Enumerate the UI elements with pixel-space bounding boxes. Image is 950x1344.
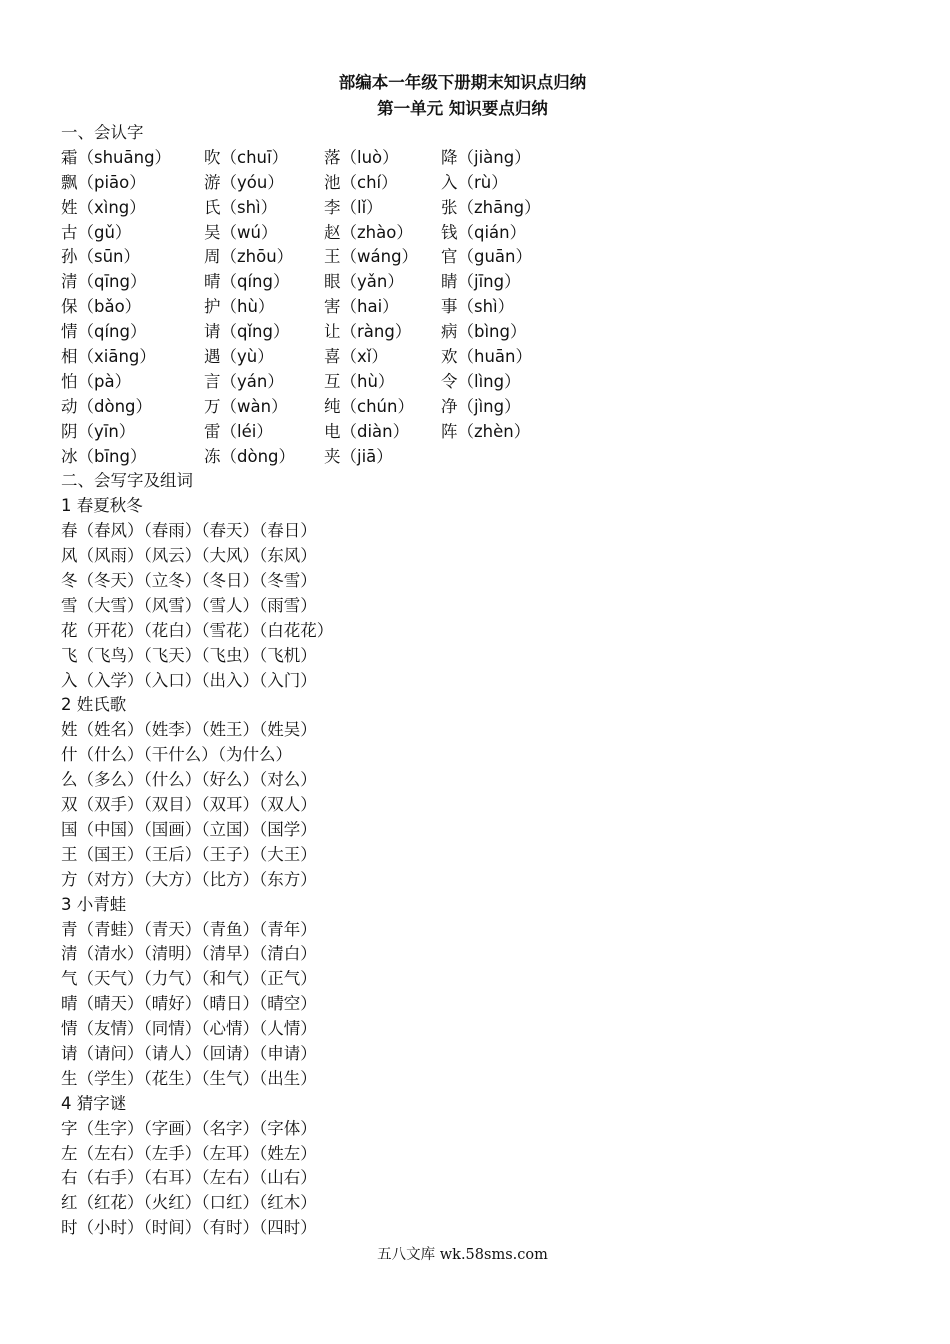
pinyin-entry: 病（bìng） [441, 322, 527, 342]
pinyin-entry: 孙（sūn） [61, 247, 141, 267]
pinyin-entry: 阵（zhèn） [441, 421, 531, 441]
pinyin-entry: 霜（shuāng） [61, 147, 172, 167]
pinyin-row [61, 420, 881, 445]
pinyin-entry: 古（gǔ） [61, 222, 132, 242]
pinyin-entry: 张（zhāng） [441, 197, 541, 217]
pinyin-row [61, 196, 881, 221]
pinyin-entry: 喜（xǐ） [324, 347, 388, 367]
pinyin-entry: 保（bǎo） [61, 297, 142, 317]
pinyin-list [61, 146, 881, 470]
word-group-row: 清（清水）（清明）（清早）（清白） [61, 944, 317, 964]
word-group-row: 请（请问）（请人）（回请）（申请） [61, 1043, 317, 1063]
lesson-list [61, 494, 881, 1241]
pinyin-entry: 王（wáng） [324, 247, 419, 267]
word-group-row: 什（什么）（干什么）（为什么） [61, 745, 292, 765]
pinyin-entry: 氏（shì） [204, 197, 278, 217]
word-group-row: 花（开花）（花白）（雪花）（白花花） [61, 620, 334, 640]
pinyin-entry: 万（wàn） [204, 396, 288, 416]
pinyin-entry: 姓（xìng） [61, 197, 146, 217]
word-group-row: 冬（冬天）（立冬）（冬日）（冬雪） [61, 571, 317, 591]
pinyin-entry: 纯（chún） [324, 396, 414, 416]
pinyin-entry: 欢（huān） [441, 347, 532, 367]
pinyin-entry: 相（xiāng） [61, 347, 156, 367]
word-group-row: 气（天气）（力气）（和气）（正气） [61, 969, 317, 989]
lesson-heading: 2 姓氏歌 [61, 695, 127, 715]
lesson-heading: 4 猜字谜 [61, 1093, 127, 1113]
pinyin-entry: 电（diàn） [324, 421, 410, 441]
word-group-row: 字（生字）（字画）（名字）（字体） [61, 1118, 317, 1138]
pinyin-entry: 害（hai） [324, 297, 399, 317]
pinyin-row [61, 320, 881, 345]
pinyin-row [61, 245, 881, 270]
pinyin-entry: 动（dòng） [61, 396, 152, 416]
pinyin-entry: 让（ràng） [324, 322, 412, 342]
pinyin-entry: 言（yán） [204, 371, 284, 391]
word-group-row: 国（中国）（国画）（立国）（国学） [61, 819, 317, 839]
unit-title: 第一单元 知识要点归纳 [377, 99, 548, 118]
pinyin-entry: 入（rù） [441, 172, 508, 192]
pinyin-entry: 赵（zhào） [324, 222, 413, 242]
pinyin-entry: 吹（chuī） [204, 147, 289, 167]
word-group-row: 入（入学）（入口）（出入）（入门） [61, 670, 317, 690]
pinyin-entry: 令（lìng） [441, 371, 521, 391]
pinyin-entry: 李（lǐ） [324, 197, 383, 217]
pinyin-entry: 周（zhōu） [204, 247, 294, 267]
pinyin-entry: 事（shì） [441, 297, 515, 317]
pinyin-entry: 钱（qián） [441, 222, 527, 242]
word-group-row: 姓（姓名）（姓李）（姓王）（姓吴） [61, 720, 317, 740]
document-body [61, 121, 881, 1241]
section-heading-write: 二、会写字及组词 [61, 471, 193, 491]
footer-watermark: 五八文库 wk.58sms.com [377, 1247, 548, 1263]
pinyin-entry: 怕（pà） [61, 371, 132, 391]
word-group-row: 双（双手）（双目）（双耳）（双人） [61, 795, 317, 815]
word-group-row: 青（青蛙）（青天）（青鱼）（青年） [61, 919, 317, 939]
pinyin-row [61, 295, 881, 320]
pinyin-entry: 护（hù） [204, 297, 275, 317]
pinyin-entry: 阴（yīn） [61, 421, 136, 441]
pinyin-row [61, 395, 881, 420]
document-title: 部编本一年级下册期末知识点归纳 [338, 73, 587, 92]
word-group-row: 生（学生）（花生）（生气）（出生） [61, 1068, 317, 1088]
word-group-row: 晴（晴天）（晴好）（晴日）（晴空） [61, 994, 317, 1014]
pinyin-entry: 落（luò） [324, 147, 399, 167]
pinyin-entry: 净（jìng） [441, 396, 521, 416]
pinyin-row [61, 345, 881, 370]
pinyin-row [61, 221, 881, 246]
pinyin-entry: 冰（bīng） [61, 446, 147, 466]
word-group-row: 左（左右）（左手）（左耳）（姓左） [61, 1143, 317, 1163]
word-group-row: 雪（大雪）（风雪）（雪人）（雨雪） [61, 595, 317, 615]
pinyin-row [61, 270, 881, 295]
pinyin-entry: 降（jiàng） [441, 147, 531, 167]
pinyin-entry: 池（chí） [324, 172, 398, 192]
pinyin-entry: 遇（yù） [204, 347, 274, 367]
word-group-row: 情（友情）（同情）（心情）（人情） [61, 1019, 317, 1039]
pinyin-entry: 晴（qíng） [204, 272, 290, 292]
pinyin-entry: 吴（wú） [204, 222, 278, 242]
pinyin-entry: 雷（léi） [204, 421, 273, 441]
pinyin-entry: 官（guān） [441, 247, 532, 267]
word-group-row: 王（国王）（王后）（王子）（大王） [61, 844, 317, 864]
lesson-heading: 1 春夏秋冬 [61, 496, 143, 516]
pinyin-entry: 请（qǐng） [204, 322, 290, 342]
word-group-row: 春（春风）（春雨）（春天）（春日） [61, 521, 317, 541]
pinyin-entry: 情（qíng） [61, 322, 147, 342]
pinyin-entry: 互（hù） [324, 371, 395, 391]
pinyin-row [61, 370, 881, 395]
word-group-row: 时（小时）（时间）（有时）（四时） [61, 1218, 317, 1238]
pinyin-entry: 睛（jīng） [441, 272, 521, 292]
word-group-row: 风（风雨）（风云）（大风）（东风） [61, 546, 317, 566]
pinyin-entry: 游（yóu） [204, 172, 284, 192]
word-group-row: 飞（飞鸟）（飞天）（飞虫）（飞机） [61, 645, 317, 665]
section-heading-recognize: 一、会认字 [61, 123, 144, 142]
word-group-row: 么（多么）（什么）（好么）（对么） [61, 770, 317, 790]
pinyin-entry: 飘（piāo） [61, 172, 146, 192]
word-group-row: 右（右手）（右耳）（左右）（山右） [61, 1168, 317, 1188]
pinyin-entry: 夹（jiā） [324, 446, 393, 466]
pinyin-row [61, 171, 881, 196]
pinyin-entry: 冻（dòng） [204, 446, 295, 466]
pinyin-row [61, 445, 881, 470]
pinyin-entry: 清（qīng） [61, 272, 147, 292]
pinyin-row [61, 146, 881, 171]
word-group-row: 红（红花）（火红）（口红）（红木） [61, 1193, 317, 1213]
pinyin-entry: 眼（yǎn） [324, 272, 404, 292]
word-group-row: 方（对方）（大方）（比方）（东方） [61, 869, 317, 889]
lesson-heading: 3 小青蛙 [61, 894, 127, 914]
